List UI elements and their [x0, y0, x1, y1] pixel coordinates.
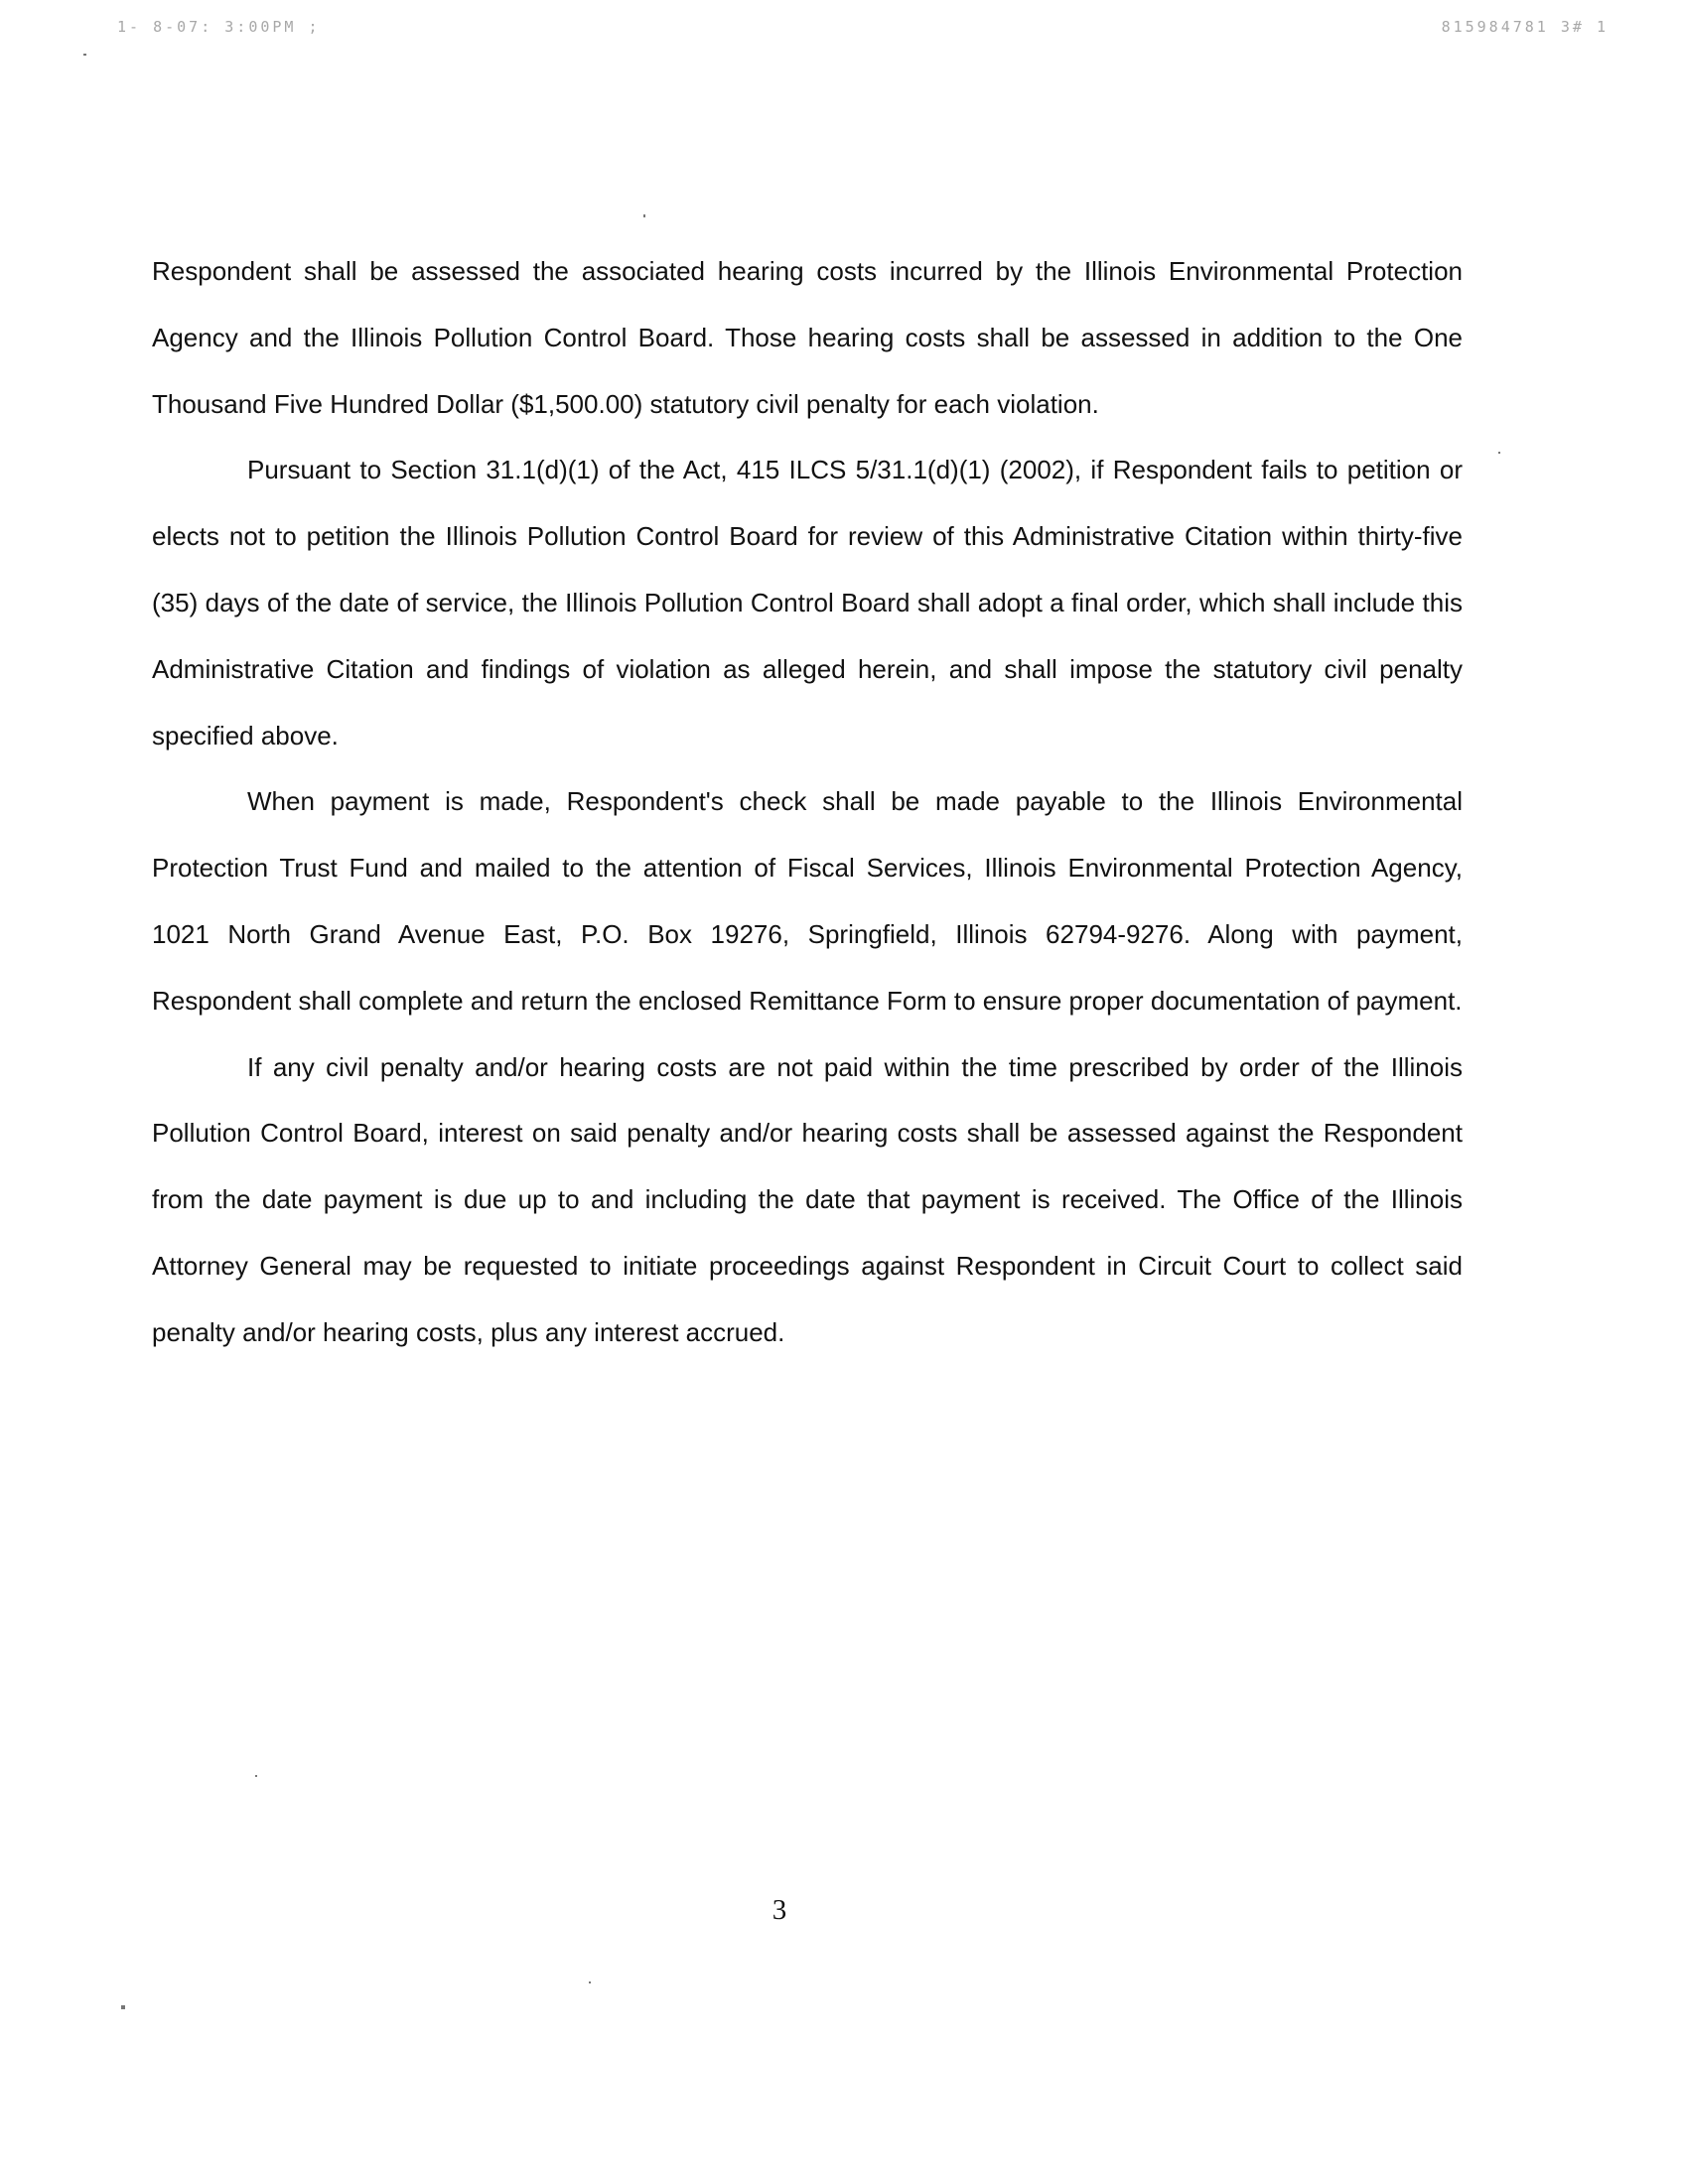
paragraph-hearing-costs: Respondent shall be assessed the associated hearing costs incurred by the Illinois Environmental Protection Agency and the Illinois Pollution Control Board. Those hearing costs shall be assessed in addition to the One Thousand Five Hundred Dollar ($1,500.00) statutory civil penalty for each violation. — [152, 256, 1463, 419]
paragraph-interest: If any civil penalty and/or hearing costs are not paid within the time prescribed by order of the Illinois Pollution Control Board, interest on said penalty and/or hearing costs shall be assessed against the Respondent from the date payment is due up to and including the date that payment is received. The Office of the Illinois Attorney General may be requested to initiate proceedings against Respondent in Circuit Court to collect said penalty and/or hearing costs, plus any interest accrued. — [152, 1051, 1463, 1347]
citation-body — [152, 238, 1463, 1366]
scan-speck — [255, 1775, 257, 1777]
fax-header-right: 815984781 3# 1 — [1441, 18, 1609, 36]
scan-speck — [643, 214, 645, 217]
scan-speck — [121, 2005, 125, 2009]
scan-speck — [589, 1981, 591, 1983]
paragraph-final-order: Pursuant to Section 31.1(d)(1) of the Act, 415 ILCS 5/31.1(d)(1) (2002), if Respondent fails to petition or elects not to petition the Illinois Pollution Control Board for review of this Administrative Citation within thirty-five (35) days of the date of service, the Illinois Pollution Control Board shall adopt a final order, which shall include this Administrative Citation and findings of violation as alleged herein, and shall impose the statutory civil penalty specified above. — [152, 455, 1463, 751]
fax-header-left: 1- 8-07: 3:00PM ; — [117, 18, 321, 36]
scan-speck — [1498, 452, 1500, 454]
paragraph-payment-instructions: When payment is made, Respondent's check shall be made payable to the Illinois Environmental Protection Trust Fund and mailed to the attention of Fiscal Services, Illinois Environmental Protection Agency, 1021 North Grand Avenue East, P.O. Box 19276, Springfield, Illinois 62794-9276. Along with payment, Respondent shall complete and return the enclosed Remittance Form to ensure proper documentation of payment. — [152, 786, 1463, 1016]
page-number: 3 — [772, 1894, 787, 1926]
scan-speck — [83, 54, 86, 56]
